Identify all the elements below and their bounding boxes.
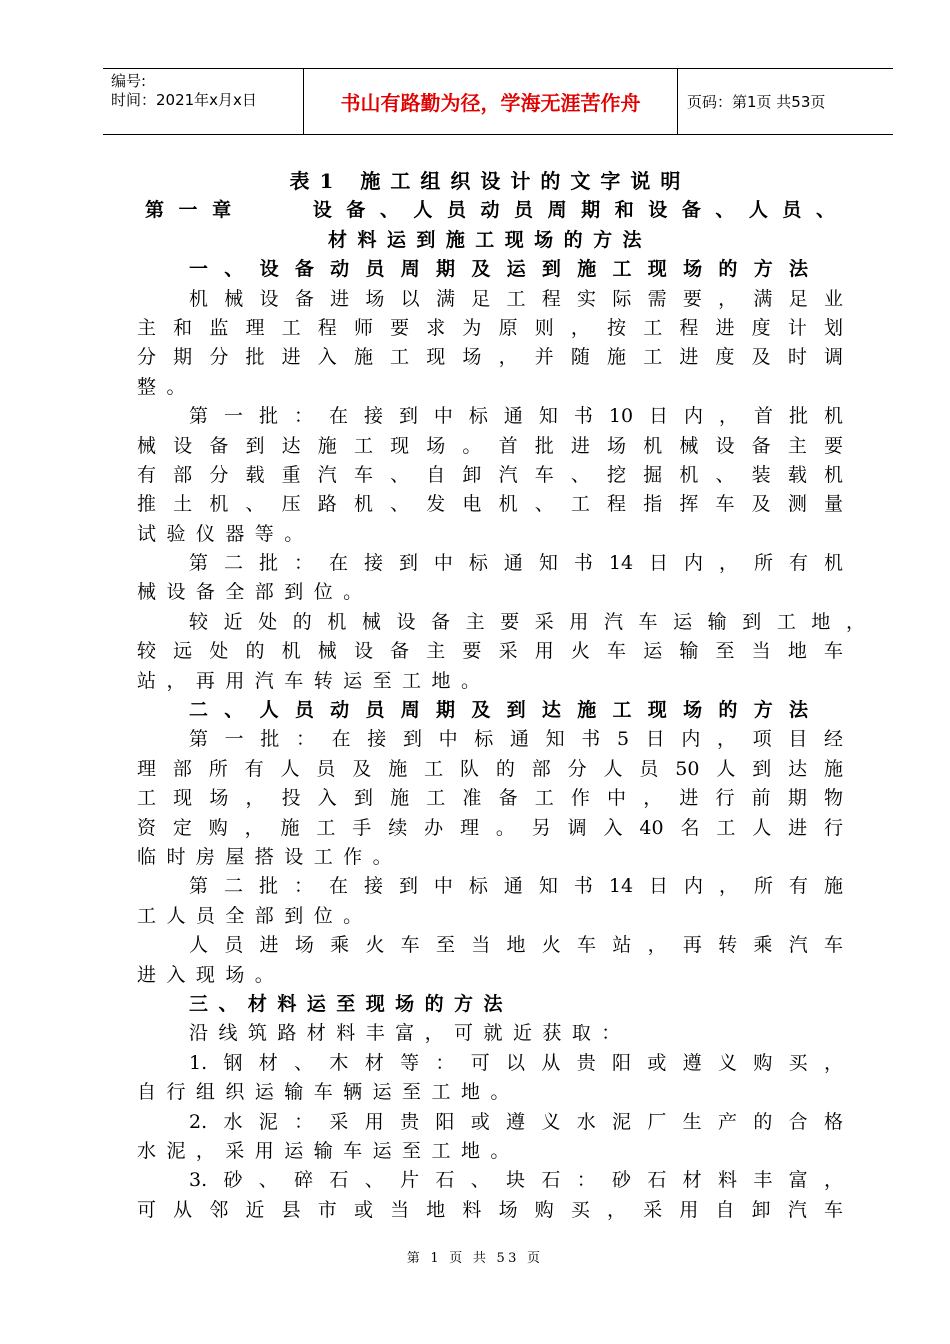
paragraph-line: 资定购，施工手续办理。另调入40名工人进行 bbox=[137, 816, 843, 839]
header-motto: 书山有路勤为径，学海无涯苦作舟 bbox=[304, 69, 678, 134]
chapter-heading-line-2: 材料运到施工现场的方法 bbox=[328, 228, 652, 251]
page-header bbox=[103, 68, 893, 135]
section-heading-2: 二、人员动员周期及到达施工现场的方法 bbox=[189, 699, 808, 722]
paragraph-line: 工现场，投入到施工准备工作中，进行前期物 bbox=[137, 787, 843, 810]
serial-label: 编号: bbox=[111, 72, 147, 90]
document-title: 表1 施工组织设计的文字说明 bbox=[289, 169, 691, 193]
paragraph-line: 自行组织运输车辆运至工地。 bbox=[137, 1081, 520, 1104]
paragraph-line: 械设备全部到位。 bbox=[137, 581, 373, 604]
time-label: 时间：2021年x月x日 bbox=[111, 91, 257, 109]
header-meta bbox=[103, 69, 304, 134]
section-heading-3: 三、材料运至现场的方法 bbox=[189, 992, 513, 1015]
paragraph-line: 1.钢材、木材等：可以从贵阳或遵义购买， bbox=[189, 1051, 843, 1074]
paragraph-line: 推土机、压路机、发电机、工程指挥车及测量 bbox=[137, 493, 843, 516]
paragraph-line: 械设备到达施工现场。首批进场机械设备主要 bbox=[137, 434, 843, 457]
paragraph-line: 沿线筑路材料丰富，可就近获取： bbox=[189, 1022, 631, 1045]
paragraph-line: 临时房屋搭设工作。 bbox=[137, 845, 403, 868]
paragraph-line: 进入现场。 bbox=[137, 963, 285, 986]
paragraph-line: 站，再用汽车转运至工地。 bbox=[137, 669, 491, 692]
paragraph-line: 有部分载重汽车、自卸汽车、挖掘机、装载机 bbox=[137, 463, 843, 486]
paragraph-line: 2.水泥：采用贵阳或遵义水泥厂生产的合格 bbox=[189, 1110, 843, 1133]
paragraph-line: 分期分批进入施工现场，并随施工进度及时调 bbox=[137, 346, 843, 369]
paragraph-line: 第二批：在接到中标通知书14日内，所有机 bbox=[189, 552, 843, 575]
document-body bbox=[137, 167, 865, 1225]
paragraph-line: 可从邻近县市或当地料场购买，采用自卸汽车 bbox=[137, 1198, 843, 1221]
paragraph-line: 第二批：在接到中标通知书14日内，所有施 bbox=[189, 875, 843, 898]
paragraph-line: 3.砂、碎石、片石、块石：砂石材料丰富， bbox=[189, 1169, 843, 1192]
paragraph-line: 整。 bbox=[137, 375, 196, 398]
paragraph-line: 第一批：在接到中标通知书5日内，项目经 bbox=[189, 728, 843, 751]
paragraph-line: 较远处的机械设备主要采用火车运输至当地车 bbox=[137, 640, 843, 663]
page-footer: 第 1 页 共 53 页 bbox=[406, 1251, 544, 1266]
paragraph-line: 主和监理工程师要求为原则，按工程进度计划 bbox=[137, 316, 843, 339]
paragraph-line: 较近处的机械设备主要采用汽车运输到工地， bbox=[189, 610, 865, 633]
header-page-number: 页码：第1页 共53页 bbox=[687, 93, 826, 111]
paragraph-line: 试验仪器等。 bbox=[137, 522, 314, 545]
section-heading-1: 一、设备动员周期及运到施工现场的方法 bbox=[189, 258, 808, 281]
paragraph-line: 理部所有人员及施工队的部分人员50人到达施 bbox=[137, 757, 843, 780]
chapter-heading-line-1: 第一章 设备、人员动员周期和设备、人员、 bbox=[145, 199, 835, 222]
paragraph-line: 第一批：在接到中标通知书10日内，首批机 bbox=[189, 405, 843, 428]
paragraph-line: 人员进场乘火车至当地火车站，再转乘汽车 bbox=[189, 934, 843, 957]
paragraph-line: 工人员全部到位。 bbox=[137, 904, 373, 927]
paragraph-line: 机械设备进场以满足工程实际需要，满足业 bbox=[189, 287, 843, 310]
paragraph-line: 水泥，采用运输车运至工地。 bbox=[137, 1139, 520, 1162]
